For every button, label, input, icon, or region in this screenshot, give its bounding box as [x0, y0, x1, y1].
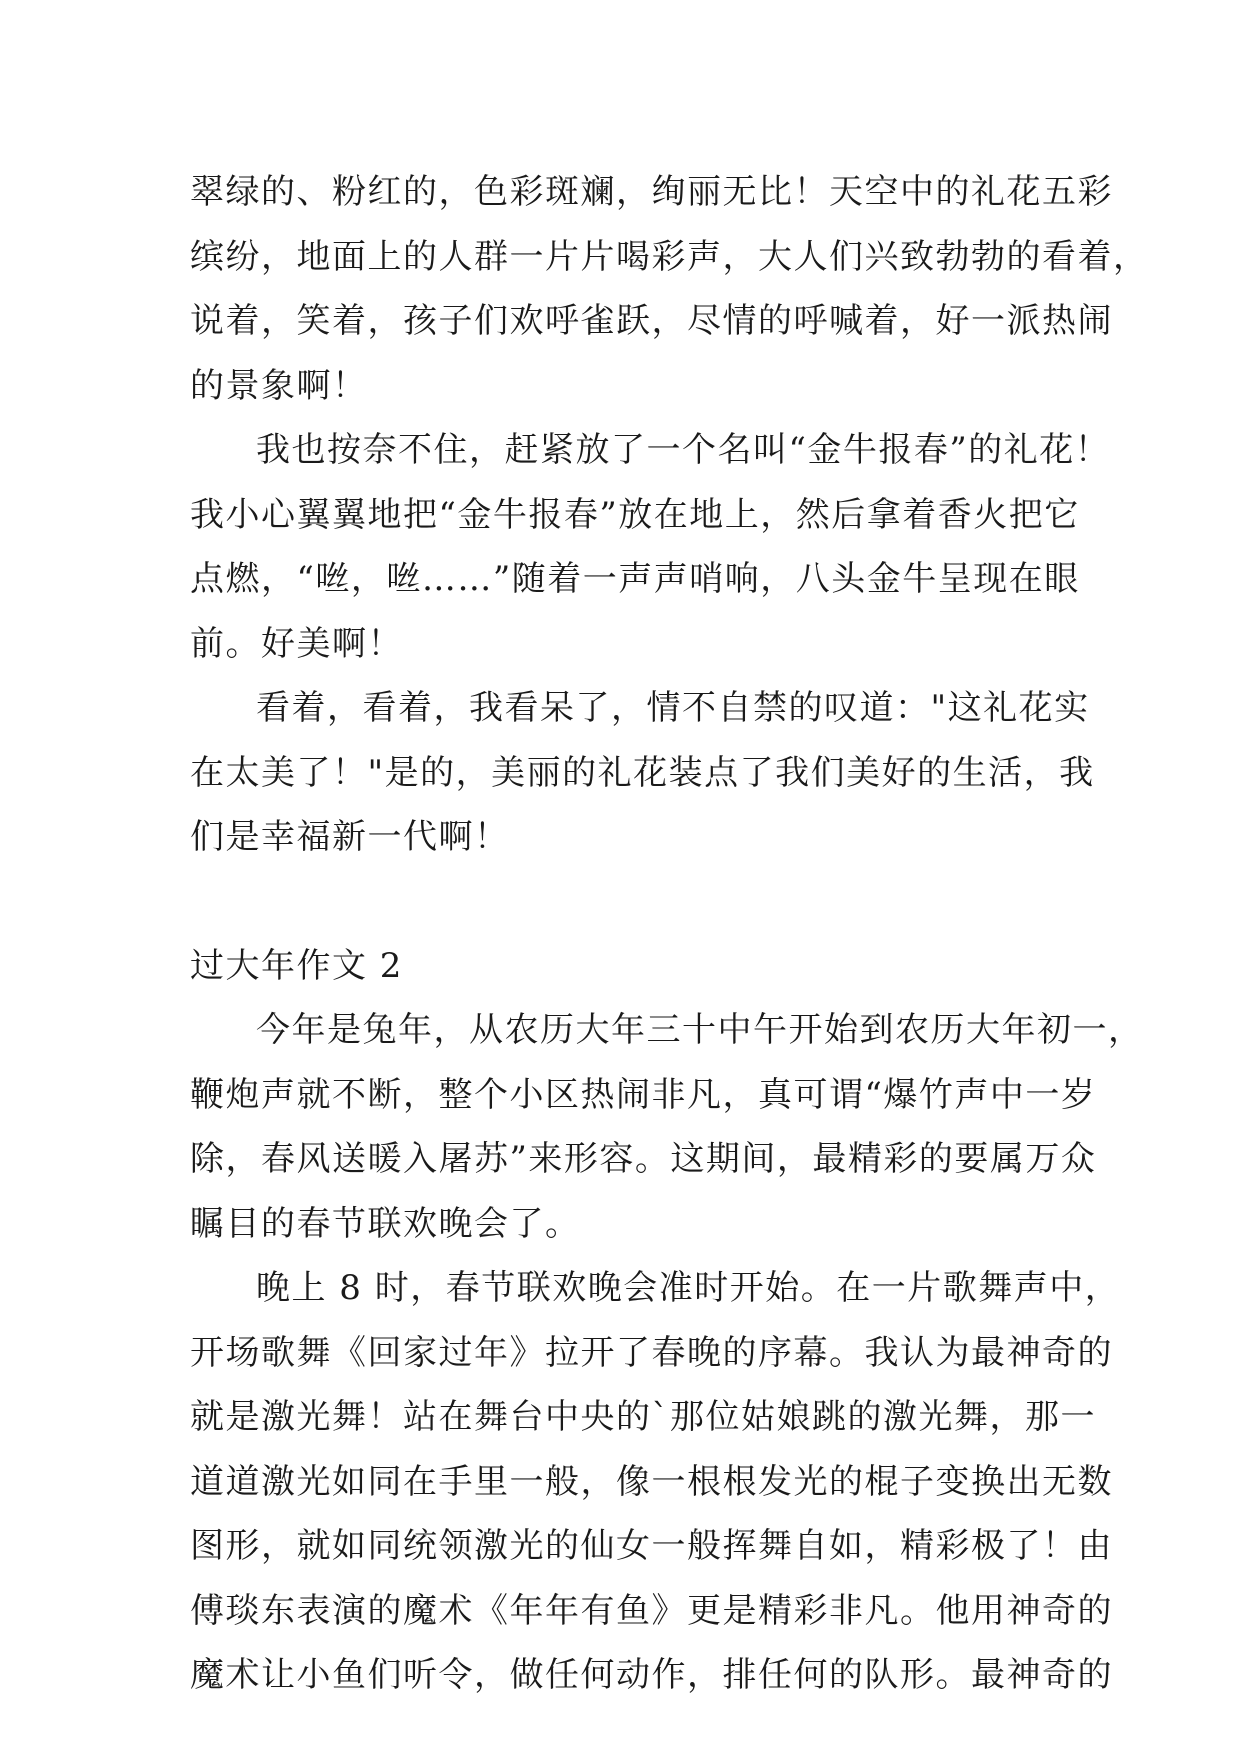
text-line: 我小心翼翼地把“金牛报春”放在地上，然后拿着香火把它 — [190, 494, 1080, 535]
text-line: 说着，笑着，孩子们欢呼雀跃，尽情的呼喊着，好一派热闹 — [190, 301, 1113, 341]
text-line: 我也按奈不住，赶紧放了一个名叫“金牛报春”的礼花！ — [256, 430, 1111, 470]
text-line: 魔术让小鱼们听令，做任何动作，排任何的队形。最神奇的 — [190, 1655, 1113, 1695]
section-paragraph-1 — [190, 998, 1144, 1256]
text-line: 开场歌舞《回家过年》拉开了春晚的序幕。我认为最神奇的 — [190, 1332, 1113, 1373]
text-line: 在太美了！"是的，美丽的礼花装点了我们美好的生活，我 — [190, 752, 1095, 793]
paragraph-2 — [190, 418, 1111, 676]
text-line: 点燃，“咝，咝……”随着一声声哨响，八头金牛呈现在眼 — [190, 559, 1080, 599]
text-line: 图形，就如同统领激光的仙女一般挥舞自如，精彩极了！由 — [190, 1526, 1113, 1566]
text-line: 除，春风送暖入屠苏”来形容。这期间，最精彩的要属万众 — [190, 1139, 1097, 1179]
section-paragraph-2 — [190, 1256, 1121, 1708]
text-line: 鞭炮声就不断，整个小区热闹非凡，真可谓“爆竹声中一岁 — [190, 1074, 1097, 1115]
document-page — [190, 160, 1149, 1708]
text-line: 晚上 8 时，春节联欢晚会准时开始。在一片歌舞声中， — [256, 1268, 1121, 1308]
text-line: 瞩目的春节联欢晚会了。 — [190, 1203, 581, 1244]
paragraph-3 — [190, 676, 1095, 870]
text-line: 的景象啊！ — [190, 365, 368, 406]
text-line: 前。好美啊！ — [190, 623, 403, 664]
paragraph-1 — [190, 160, 1149, 418]
blank-line — [190, 870, 1060, 934]
text-line: 道道激光如同在手里一般，像一根根发光的棍子变换出无数 — [190, 1461, 1113, 1502]
text-line: 看着，看着，我看呆了，情不自禁的叹道："这礼花实 — [256, 688, 1090, 728]
section-title: 过大年作文 2 — [190, 945, 403, 986]
text-line: 缤纷，地面上的人群一片片喝彩声，大人们兴致勃勃的看着， — [190, 236, 1149, 277]
text-line: 们是幸福新一代啊！ — [190, 817, 510, 857]
text-line: 翠绿的、粉红的，色彩斑斓，绚丽无比！天空中的礼花五彩 — [190, 172, 1113, 212]
text-line: 就是激光舞！站在舞台中央的`那位姑娘跳的激光舞，那一 — [190, 1397, 1096, 1437]
text-line: 今年是兔年，从农历大年三十中午开始到农历大年初一， — [256, 1010, 1144, 1050]
text-line: 傅琰东表演的魔术《年年有鱼》更是精彩非凡。他用神奇的 — [190, 1590, 1113, 1631]
